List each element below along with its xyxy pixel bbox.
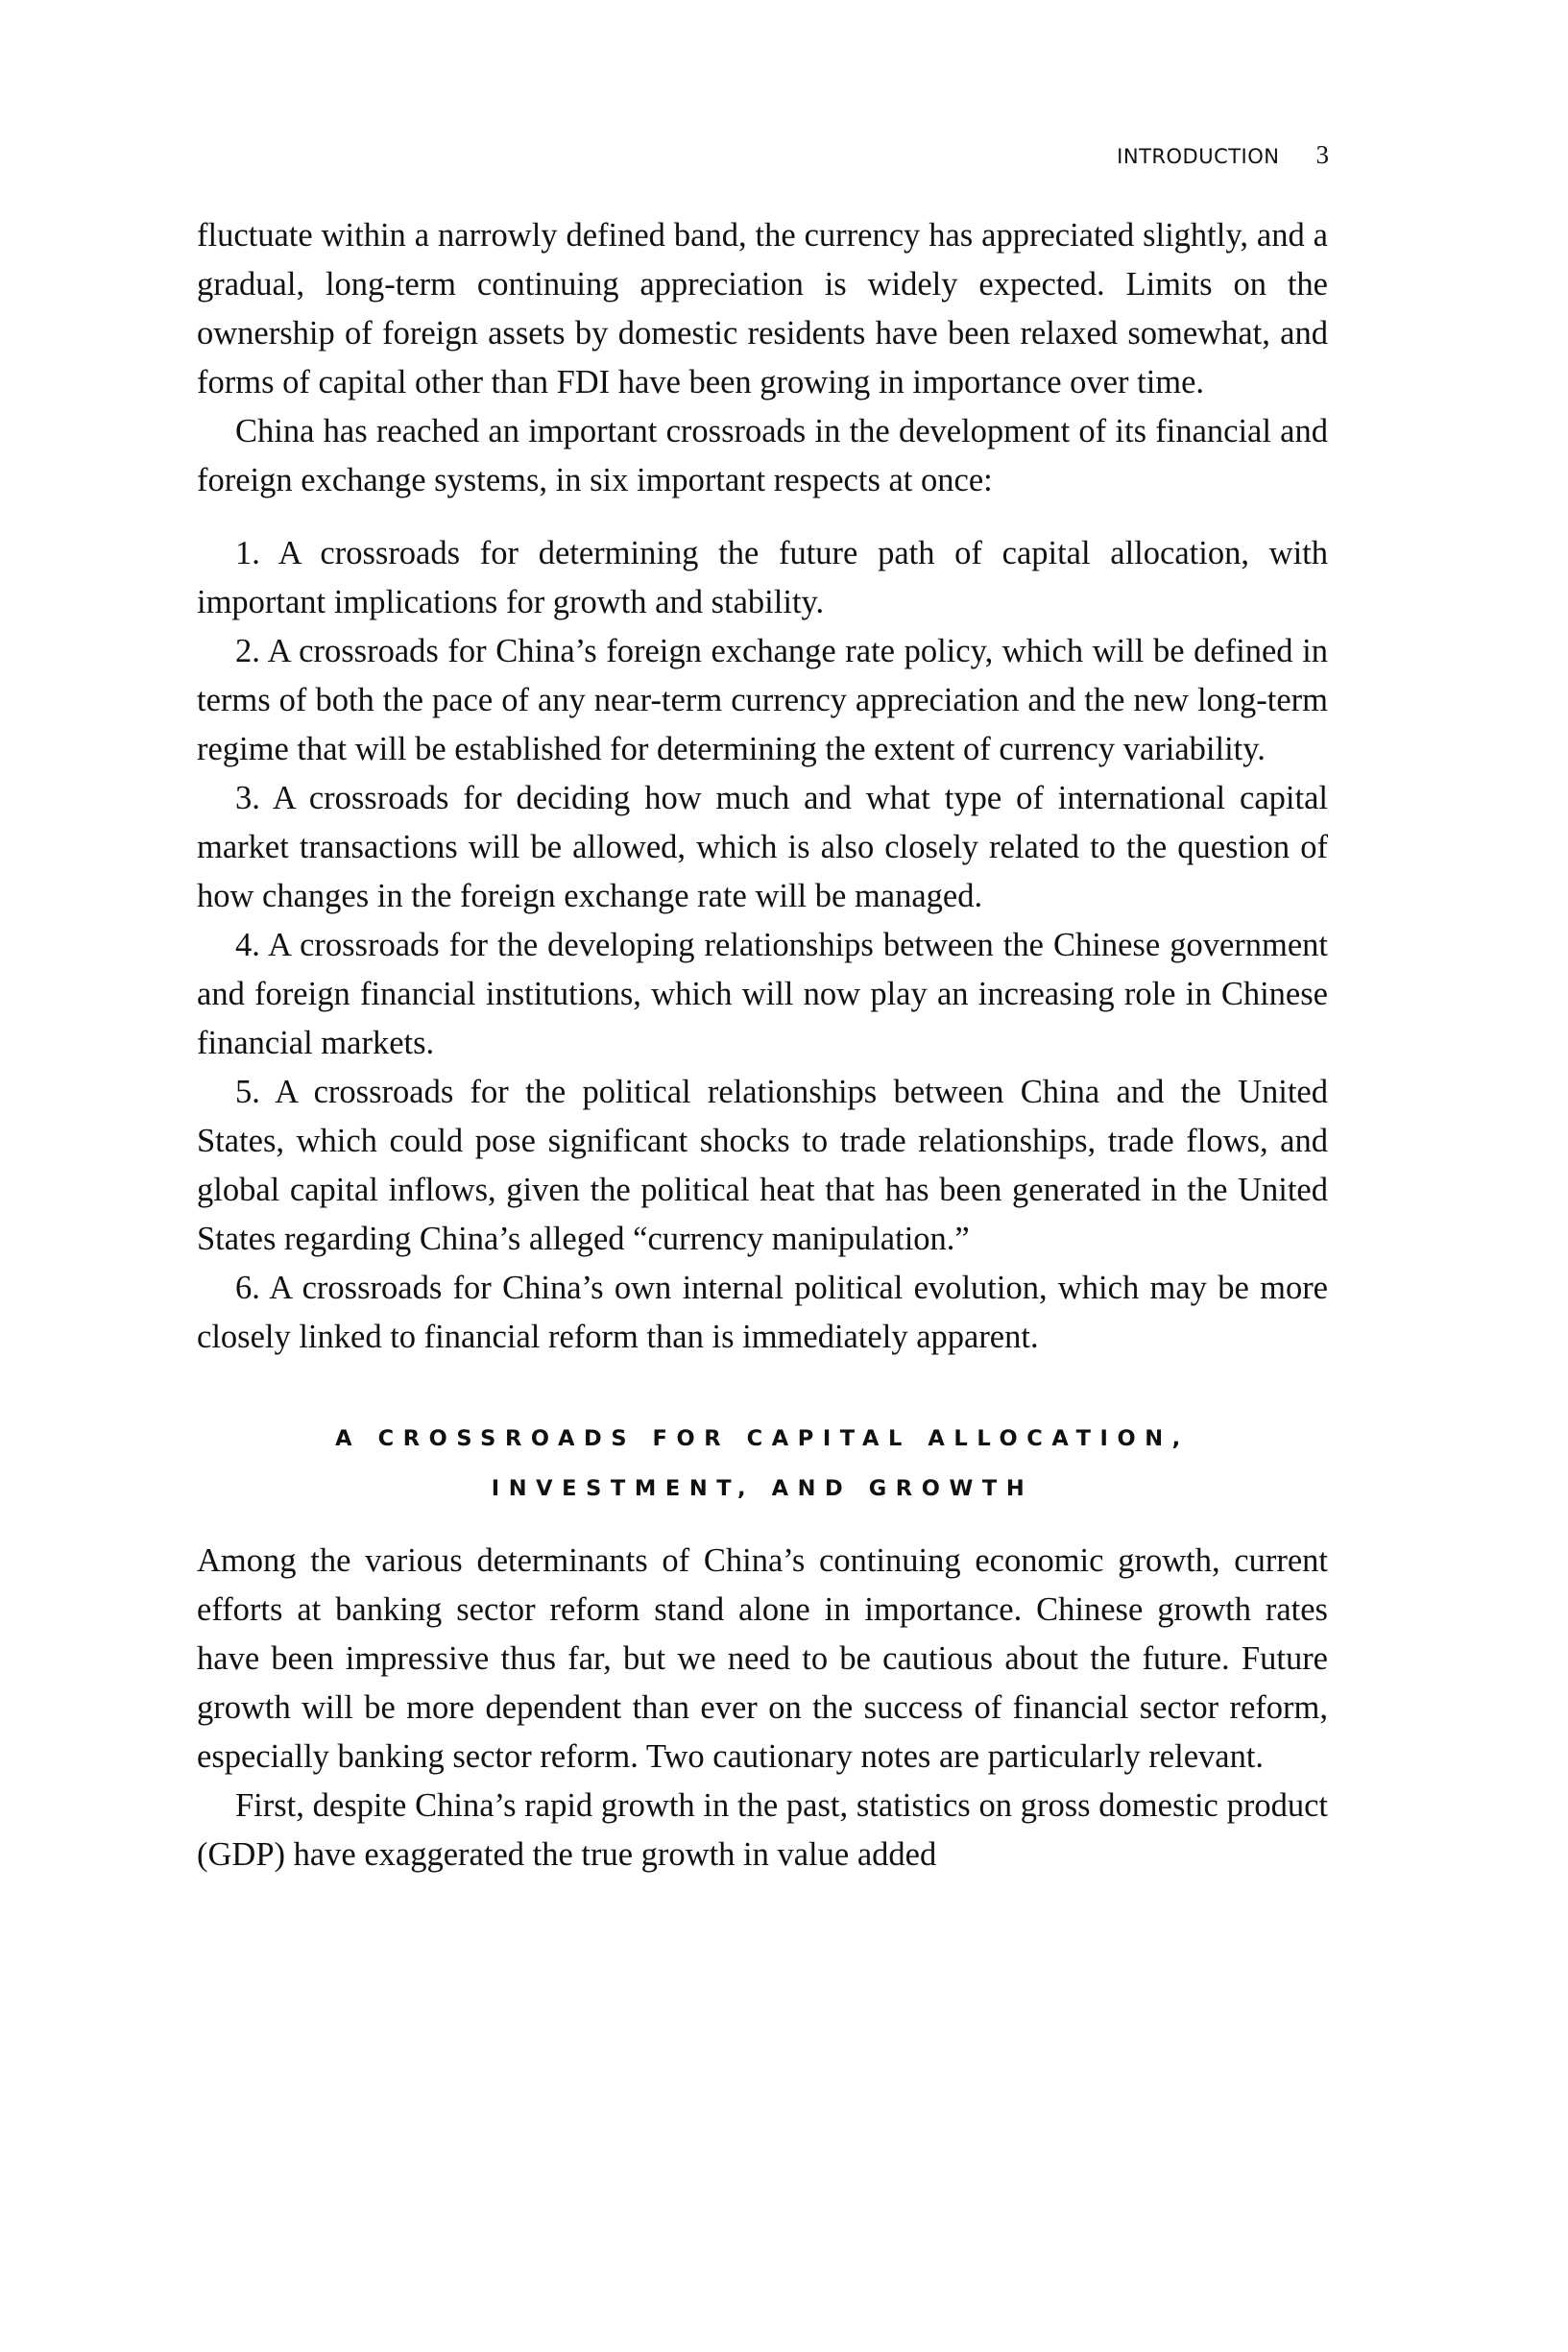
list-item [197, 1068, 1328, 1264]
paragraph-first: First, despite China’s rapid growth in the past, statistics on gross domestic product (GDP) have exaggerated the true growth in value added [197, 1787, 1328, 1873]
list-item [197, 774, 1328, 921]
list-item [197, 921, 1328, 1068]
list-item-text: A crossroads for determining the future path of capital allocation, with important implications for growth and stability. [197, 535, 1328, 620]
list-item-number: 4. [235, 927, 260, 963]
list-item-number: 3. [235, 780, 260, 816]
list-item-number: 2. [235, 633, 260, 669]
running-head-title: INTRODUCTION [1117, 145, 1280, 168]
list-item-text: A crossroads for China’s own internal political evolution, which may be more closely linked to financial reform than is immediately apparent. [197, 1270, 1328, 1355]
text-column [197, 211, 1328, 1879]
paragraph-among: Among the various determinants of China’s continuing economic growth, current efforts at banking sector reform stand alone in importance. Chinese growth rates have been impressive thus far, but we need to be cautious about the future. Future growth will be more dependent than ever on the success of financial sector reform, especially banking sector reform. Two cautionary notes are particularly relevant. [197, 1542, 1328, 1775]
crossroads-list [197, 529, 1328, 1362]
list-item-number: 5. [235, 1074, 260, 1110]
list-item-number: 6. [235, 1270, 260, 1306]
list-item-number: 1. [235, 535, 260, 571]
list-item-text: A crossroads for the political relationships between China and the United States, which could pose significant shocks to trade relationships, trade flows, and global capital inflows, given the political heat that has been generated in the United States regarding China’s alleged “currency manipulation.” [197, 1074, 1328, 1257]
list-item-text: A crossroads for the developing relationships between the Chinese government and foreign financial institutions, which will now play an increasing role in Chinese financial markets. [197, 927, 1328, 1061]
running-head [1056, 140, 1329, 170]
list-item-text: A crossroads for China’s foreign exchange rate policy, which will be defined in terms of both the pace of any near-term currency appreciation and the new long-term regime that will be established for determining the extent of currency variability. [197, 633, 1328, 767]
section-heading [197, 1414, 1328, 1514]
list-item [197, 1264, 1328, 1362]
section-heading-line-1: A CROSSROADS FOR CAPITAL ALLOCATION, [335, 1426, 1190, 1451]
list-item [197, 529, 1328, 627]
page-number: 3 [1315, 140, 1329, 169]
paragraph-continuation: fluctuate within a narrowly defined band, the currency has appreciated slightly, and a gradual, long-term continuing appreciation is widely expected. Limits on the ownership of foreign assets by domestic residents have been relaxed somewhat, and forms of capital other than FDI have been growing in importance over time. [197, 217, 1328, 400]
section-heading-line-2: INVESTMENT, AND GROWTH [491, 1476, 1034, 1501]
paragraph-crossroads-intro: China has reached an important crossroads in the development of its financial and foreign exchange systems, in six important respects at once: [197, 413, 1328, 498]
list-item [197, 627, 1328, 774]
list-item-text: A crossroads for deciding how much and what type of international capital market transactions will be allowed, which is also closely related to the question of how changes in the foreign exchange rate will be managed. [197, 780, 1328, 914]
